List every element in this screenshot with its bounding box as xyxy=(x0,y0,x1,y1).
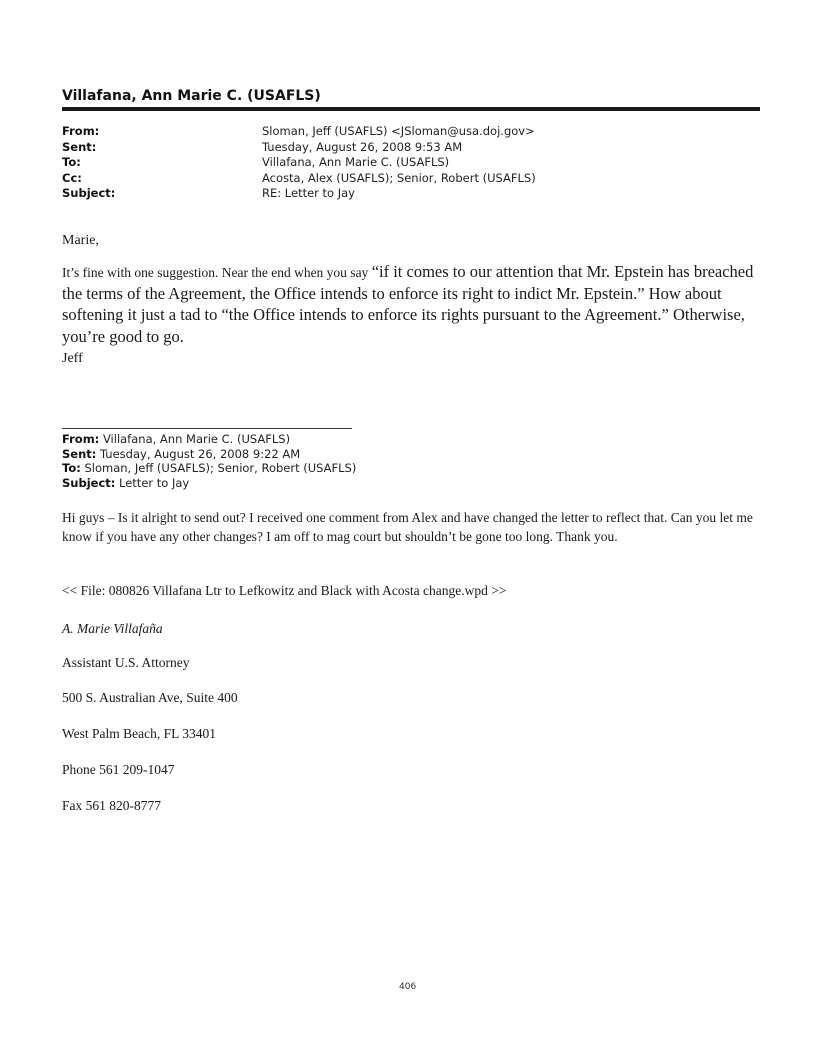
header-from-value: Sloman, Jeff (USAFLS) <JSloman@usa.doj.gov> xyxy=(262,124,535,138)
separator-rule xyxy=(62,428,352,429)
reply-signoff: Jeff xyxy=(62,351,83,366)
mailbox-title: Villafana, Ann Marie C. (USAFLS) xyxy=(62,88,321,104)
header-sent-label: Sent: xyxy=(62,139,97,154)
reply-body-text: “if it comes to our attention that Mr. Epstein has breached the terms of the Agreement, the Office intends to enforce its right to indict Mr. Epstein.” How about softening it just a tad to “the Office intends to enforce its rights pursuant to the Agreement.” Otherwise, you’re good to go. xyxy=(62,262,754,346)
header-subject-row xyxy=(62,186,762,202)
signature-phone: Phone 561 209-1047 xyxy=(62,762,175,777)
signature-fax: Fax 561 820-8777 xyxy=(62,798,161,813)
original-to-label: To: xyxy=(62,461,81,475)
original-from-label: From: xyxy=(62,432,100,446)
original-sent-row xyxy=(62,447,356,462)
original-from: Villafana, Ann Marie C. (USAFLS) xyxy=(102,432,291,446)
header-sent-value: Tuesday, August 26, 2008 9:53 AM xyxy=(262,139,463,154)
signature-address-2: West Palm Beach, FL 33401 xyxy=(62,726,217,741)
header-subject-value: RE: Letter to Jay xyxy=(262,186,355,200)
signature-name: A. Marie Villafaña xyxy=(62,621,163,636)
original-sent-label: Sent: xyxy=(62,446,97,461)
header-from-row xyxy=(62,124,762,140)
reply-body xyxy=(62,262,767,348)
header-from-label: From: xyxy=(62,124,100,138)
header-to-value: Villafana, Ann Marie C. (USAFLS) xyxy=(262,155,450,169)
page-number: 406 xyxy=(399,982,417,992)
header-to-label: To: xyxy=(62,155,81,169)
title-rule xyxy=(62,107,760,111)
email-header xyxy=(62,124,762,202)
reply-greeting: Marie, xyxy=(62,233,99,248)
original-from-row xyxy=(62,432,356,447)
attachment-reference: << File: 080826 Villafana Ltr to Lefkowitz and Black with Acosta change.wpd >> xyxy=(62,583,507,598)
header-cc-row xyxy=(62,171,762,187)
original-subject: Letter to Jay xyxy=(119,475,190,490)
signature-address-1: 500 S. Australian Ave, Suite 400 xyxy=(62,690,238,705)
original-subject-label: Subject: xyxy=(62,475,116,490)
original-body: Hi guys – Is it alright to send out? I received one comment from Alex and have changed the letter to reflect that. Can you let me know if you have any other changes? I am off to mag court but shouldn’t be gone too long. Thank you. xyxy=(62,510,753,544)
header-to-row xyxy=(62,155,762,171)
header-subject-label: Subject: xyxy=(62,186,116,200)
original-subject-row xyxy=(62,476,356,491)
original-sent: Tuesday, August 26, 2008 9:22 AM xyxy=(100,446,301,461)
original-to-row xyxy=(62,461,356,476)
header-sent-row xyxy=(62,140,762,156)
original-header xyxy=(62,432,356,490)
header-cc-label: Cc: xyxy=(62,170,82,185)
signature-title: Assistant U.S. Attorney xyxy=(62,655,190,670)
reply-intro: It’s fine with one suggestion. Near the end when you say xyxy=(62,265,372,280)
original-to: Sloman, Jeff (USAFLS); Senior, Robert (USAFLS) xyxy=(84,461,357,475)
header-cc-value: Acosta, Alex (USAFLS); Senior, Robert (USAFLS) xyxy=(262,170,536,185)
